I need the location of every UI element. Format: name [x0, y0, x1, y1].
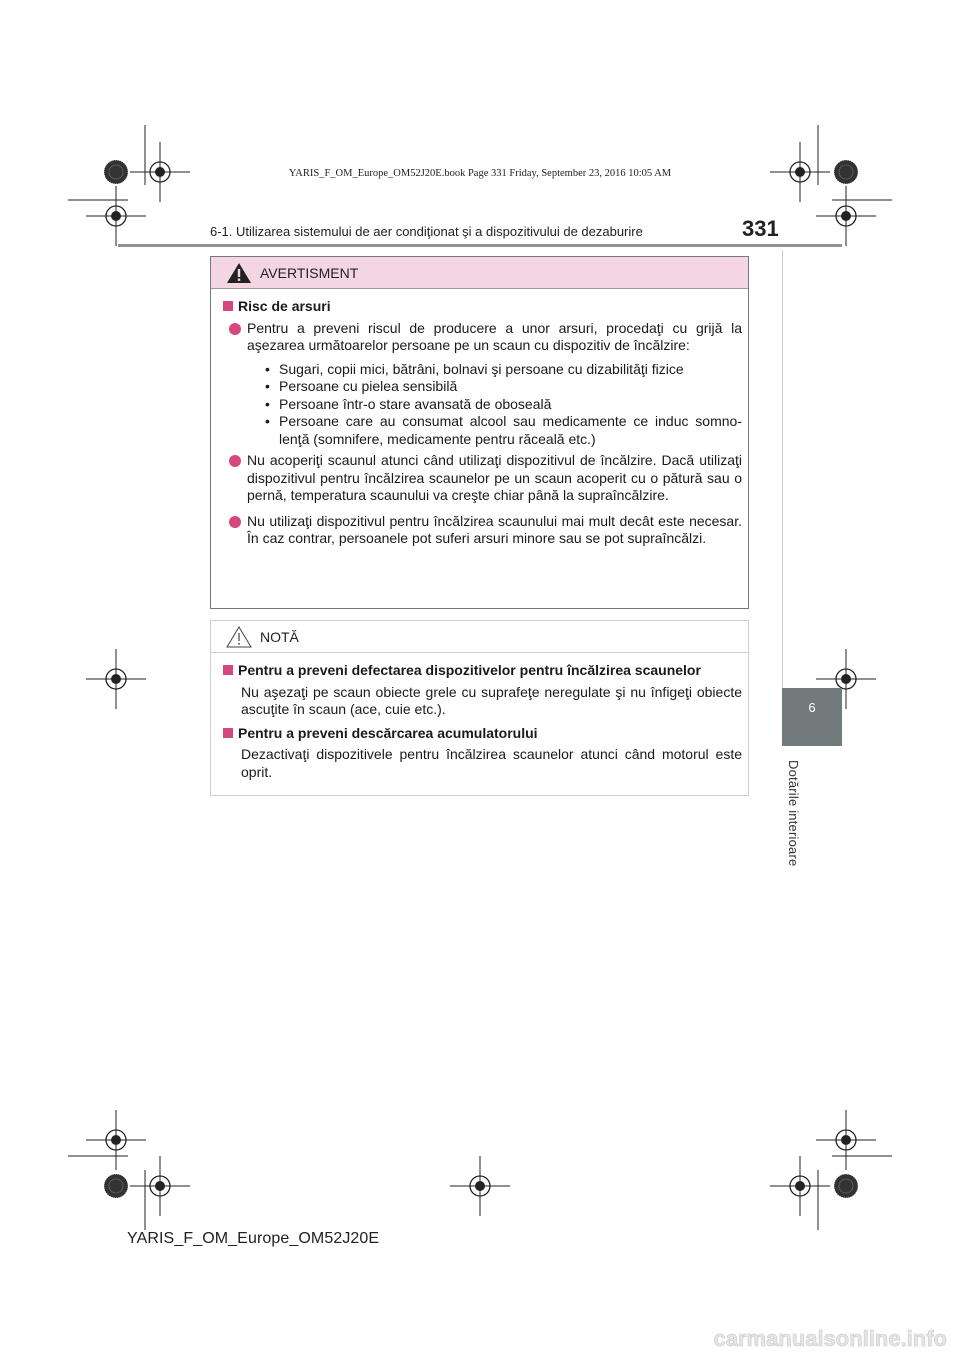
- list-item: • Persoane într-o stare avansată de oboseală: [265, 395, 552, 412]
- crosshair-mark: [450, 1156, 510, 1216]
- list-item: • Sugari, copii mici, bătrâni, bolnavi şi persoane cu dizabilităţi fizice: [265, 360, 684, 377]
- warning-title: AVERTISMENT: [260, 264, 359, 281]
- square-bullet-icon: [223, 665, 233, 675]
- book-info: YARIS_F_OM_Europe_OM52J20E.book Page 331 Friday, September 23, 2016 10:05 AM: [288, 168, 672, 179]
- crosshair-mark: [770, 1156, 830, 1216]
- crosshair-mark: [816, 186, 876, 246]
- note-title: NOTĂ: [260, 628, 299, 645]
- footer-code: YARIS_F_OM_Europe_OM52J20E: [127, 1230, 380, 1247]
- side-divider: [782, 250, 783, 688]
- warning-triangle-icon: [226, 262, 252, 284]
- note-header: [211, 621, 748, 653]
- svg-text:carmanualsonline.info: carmanualsonline.info: [713, 1326, 947, 1351]
- note-text: Dezactivaţi dispozitivele pentru încălzirea scaunelor atunci când motorul este oprit.: [241, 746, 742, 780]
- warning-box: [210, 256, 749, 609]
- section-header-title: 6-1. Utilizarea sistemului de aer condiţionat şi a dispozitivului de dezaburire: [210, 224, 643, 239]
- watermark-logo: [697, 1322, 957, 1356]
- header-rule: [118, 244, 842, 247]
- chapter-tab: 6: [782, 688, 842, 746]
- warning-item: Nu utilizaţi dispozitivul pentru încălzirea scaunului mai mult decât este necesar. În caz contrar, persoanele pot suferi arsuri minore sau se pot supraîncălzi.: [223, 513, 742, 548]
- square-bullet-icon: [223, 301, 233, 311]
- list-item: • Persoane cu pielea sensibilă: [265, 378, 458, 394]
- warning-sub-list: [265, 361, 742, 449]
- circle-bullet-icon: [229, 323, 241, 335]
- chapter-label: [760, 760, 820, 870]
- note-content: [211, 652, 748, 781]
- crosshair-mark: [86, 649, 146, 709]
- note-section-title: Pentru a preveni descărcarea acumulatorului: [223, 725, 742, 743]
- crosshair-mark: [86, 186, 146, 246]
- crosshair-mark: [86, 1110, 146, 1170]
- page-number: 331: [742, 216, 779, 241]
- warning-item: Nu acoperiţi scaunul atunci când utilizaţi dispozitivul de încălzire. Dacă utilizaţi dispozitivul pentru încălzirea scaunelor pe un scaun acoperit cu o pătură sau o pernă, temperatura scaunului va creşte chiar până la supraîncălzire.: [223, 452, 742, 505]
- note-box: [210, 620, 749, 796]
- warning-header: [211, 257, 748, 289]
- warning-item: Pentru a preveni riscul de producere a unor arsuri, procedaţi cu grijă la aşezarea următoarelor persoane pe un scaun cu dispozitiv de încălzire:: [223, 320, 742, 355]
- chapter-label-text: Dotările interioare: [786, 760, 801, 867]
- crosshair-mark: [816, 1110, 876, 1170]
- square-bullet-icon: [223, 728, 233, 738]
- note-section-title: Pentru a preveni defectarea dispozitivelor pentru încălzirea scaunelor: [223, 662, 742, 680]
- caution-triangle-icon: [226, 626, 252, 648]
- warning-content: [211, 288, 748, 548]
- note-text: Nu aşezaţi pe scaun obiecte grele cu suprafeţe neregulate şi nu înfigeţi obiecte ascuţite în scaun (ace, cuie etc.).: [241, 683, 742, 717]
- crosshair-mark: [130, 1156, 190, 1216]
- circle-bullet-icon: [229, 455, 241, 467]
- warning-section-title: Risc de arsuri: [223, 298, 742, 316]
- circle-bullet-icon: [229, 516, 241, 528]
- list-item: • Persoane care au consumat alcool sau medicamente ce induc somno- lenţă (somnifere, medicamente pentru răceală etc.): [265, 413, 742, 447]
- starburst-mark: [104, 1174, 128, 1198]
- starburst-mark: [834, 1174, 858, 1198]
